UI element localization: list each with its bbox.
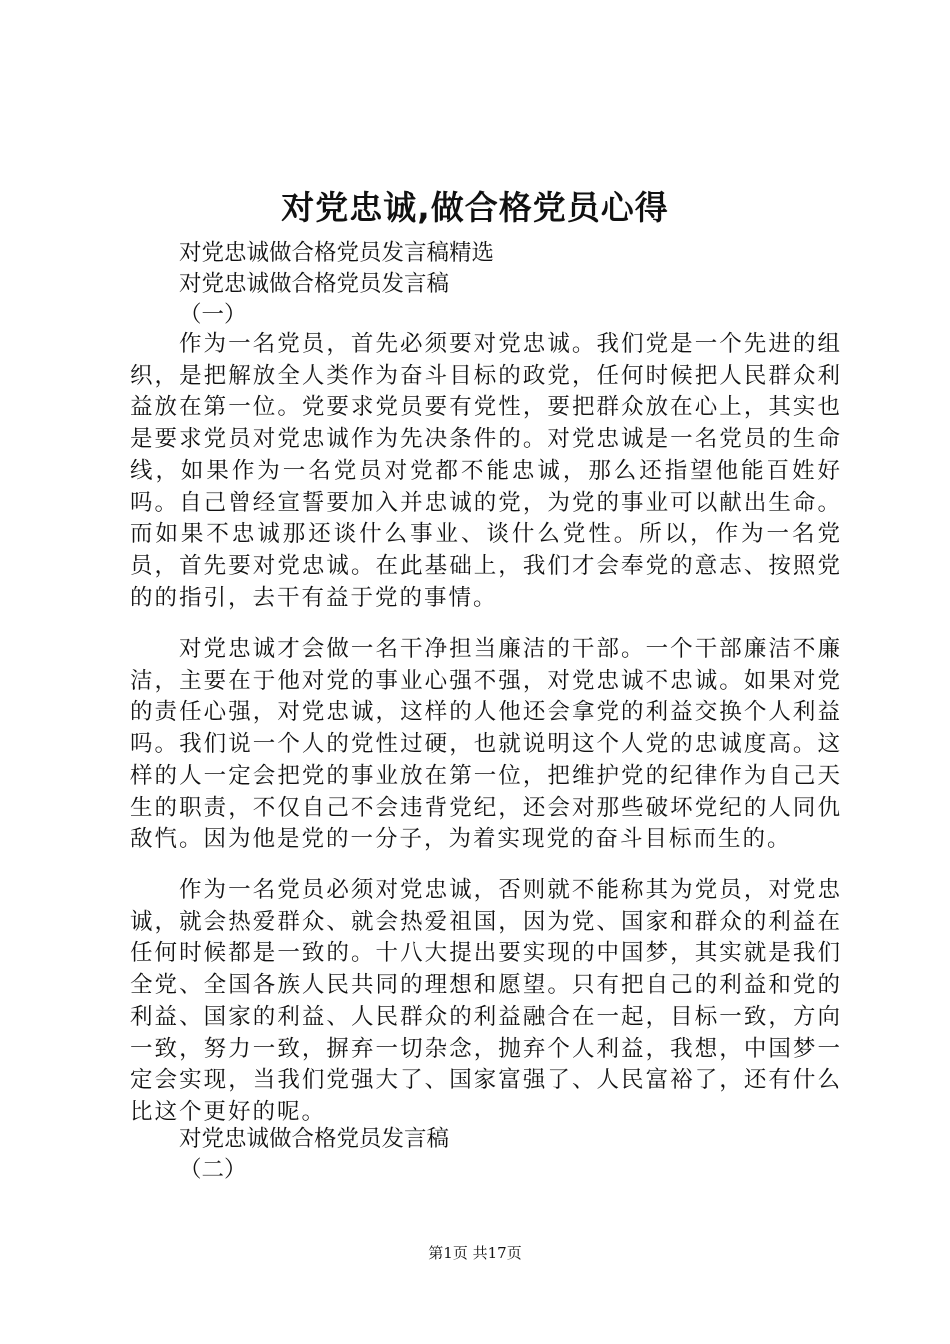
section-number: （一）: [179, 302, 247, 328]
subtitle-line: 对党忠诚做合格党员发言稿: [179, 271, 450, 297]
page-footer: 第1页 共17页: [428, 1244, 522, 1262]
subtitle-line: 对党忠诚做合格党员发言稿精选: [179, 240, 495, 266]
paragraph: 作为一名党员必须对党忠诚，否则就不能称其为党员，对党忠诚，就会热爱群众、就会热爱祖国，因为党、国家和群众的利益在任何时候都是一致的。十八大提出要实现的中国梦，其实就是我们全党、全国各族人民共同的理想和愿望。只有把自己的利益和党的利益、国家的利益、人民群众的利益融合在一起，目标一致，方向一致，努力一致，摒弃一切杂念，抛弃个人利益，我想，中国梦一定会实现，当我们党强大了、国家富强了、人民富裕了，还有什么比这个更好的呢。: [130, 877, 842, 1125]
section-number: （二）: [179, 1157, 247, 1183]
paragraph: 对党忠诚才会做一名干净担当廉洁的干部。一个干部廉洁不廉洁，主要在于他对党的事业心强不强，对党忠诚不忠诚。如果对党的责任心强，对党忠诚，这样的人他还会拿党的利益交换个人利益吗。我们说一个人的党性过硬，也就说明这个人党的忠诚度高。这样的人一定会把党的事业放在第一位，把维护党的纪律作为自己天生的职责，不仅自己不会违背党纪，还会对那些破坏党纪的人同仇敌忾。因为他是党的一分子，为着实现党的奋斗目标而生的。: [130, 636, 842, 853]
document-title: 对党忠诚,做合格党员心得: [281, 188, 669, 227]
paragraph: 作为一名党员，首先必须要对党忠诚。我们党是一个先进的组织，是把解放全人类作为奋斗目标的政党，任何时候把人民群众利益放在第一位。党要求党员要有党性，要把群众放在心上，其实也是要求党员对党忠诚作为先决条件的。对党忠诚是一名党员的生命线，如果作为一名党员对党都不能忠诚，那么还指望他能百姓好吗。自己曾经宣誓要加入并忠诚的党，为党的事业可以献出生命。而如果不忠诚那还谈什么事业、谈什么党性。所以，作为一名党员，首先要对党忠诚。在此基础上，我们才会奉党的意志、按照党的的指引，去干有益于党的事情。: [130, 331, 842, 611]
subtitle-line: 对党忠诚做合格党员发言稿: [179, 1126, 450, 1152]
